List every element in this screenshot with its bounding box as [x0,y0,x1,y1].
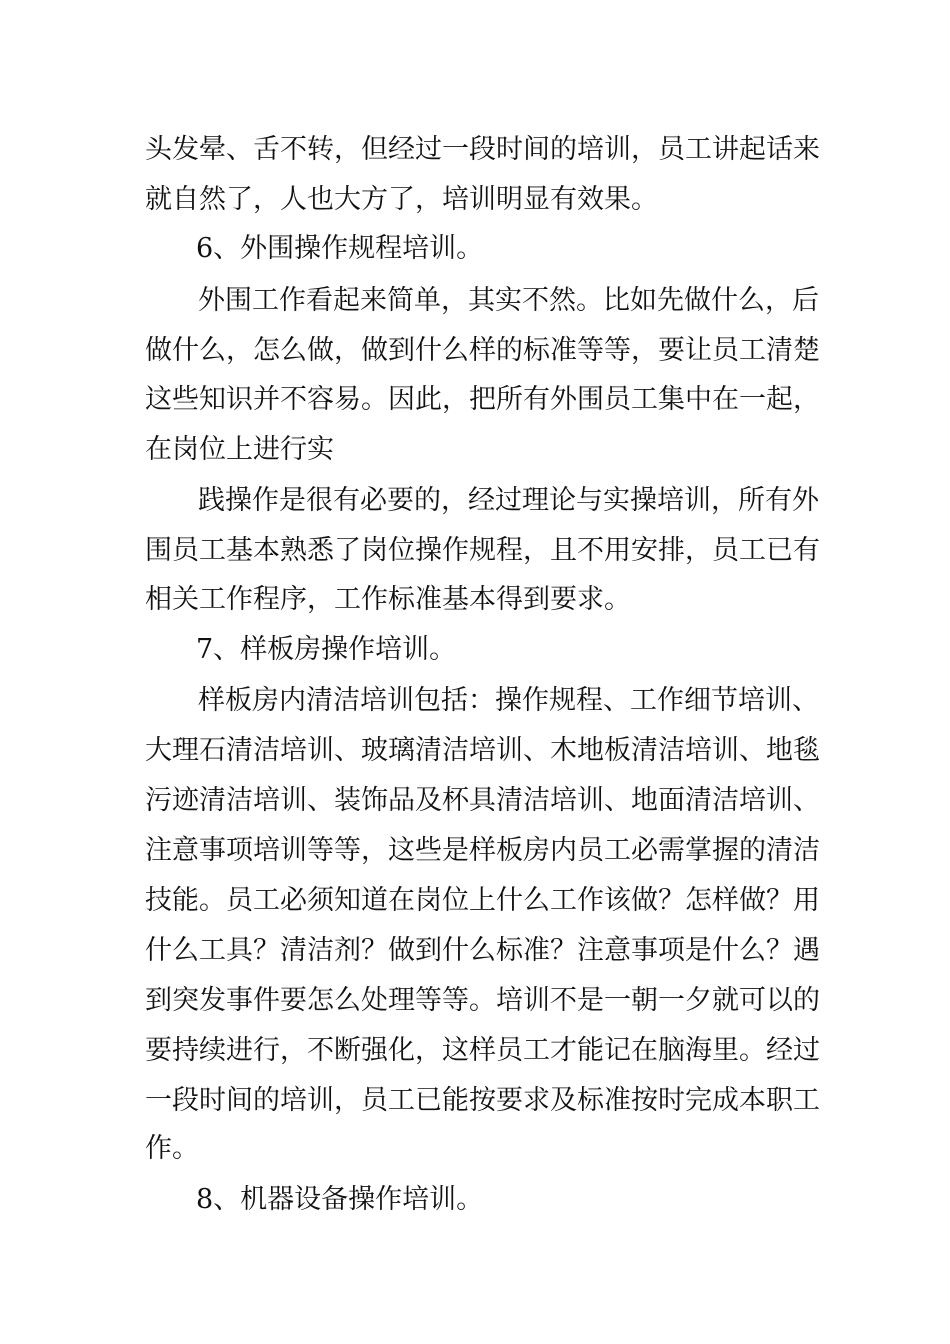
section-heading: 8、机器设备操作培训。 [196,1184,484,1215]
text-line: 外围工作看起来简单，其实不然。比如先做什么，后 [198,285,819,316]
text-line: 做什么，怎么做，做到什么样的标准等等，要让员工清楚 [145,335,820,366]
text-line: 大理石清洁培训、玻璃清洁培训、木地板清洁培训、地毯 [145,735,820,766]
text-line: 践操作是很有必要的，经过理论与实操培训，所有外 [198,485,819,516]
text-line: 样板房内清洁培训包括：操作规程、工作细节培训、 [198,685,819,716]
text-line: 头发晕、舌不转，但经过一段时间的培训，员工讲起话来 [145,134,820,165]
text-line: 围员工基本熟悉了岗位操作规程，且不用安排，员工已有 [145,535,820,566]
text-line: 注意事项培训等等，这些是样板房内员工必需掌握的清洁 [145,835,820,866]
text-line: 技能。员工必须知道在岗位上什么工作该做？怎样做？用 [145,885,820,916]
section-heading: 7、样板房操作培训。 [196,634,457,665]
text-line: 在岗位上进行实 [145,434,334,465]
text-line: 就自然了，人也大方了，培训明显有效果。 [145,184,658,215]
text-line: 什么工具？清洁剂？做到什么标准？注意事项是什么？遇 [145,935,820,966]
text-line: 到突发事件要怎么处理等等。培训不是一朝一夕就可以的 [145,985,820,1016]
text-line: 这些知识并不容易。因此，把所有外围员工集中在一起， [145,384,820,415]
text-line: 要持续进行，不断强化，这样员工才能记在脑海里。经过 [145,1035,820,1066]
text-line: 一段时间的培训，员工已能按要求及标准按时完成本职工 [145,1085,820,1116]
section-heading: 6、外围操作规程培训。 [196,233,484,264]
text-line: 污迹清洁培训、装饰品及杯具清洁培训、地面清洁培训、 [145,785,820,816]
text-line: 相关工作程序，工作标准基本得到要求。 [145,584,631,615]
text-line: 作。 [145,1133,199,1164]
